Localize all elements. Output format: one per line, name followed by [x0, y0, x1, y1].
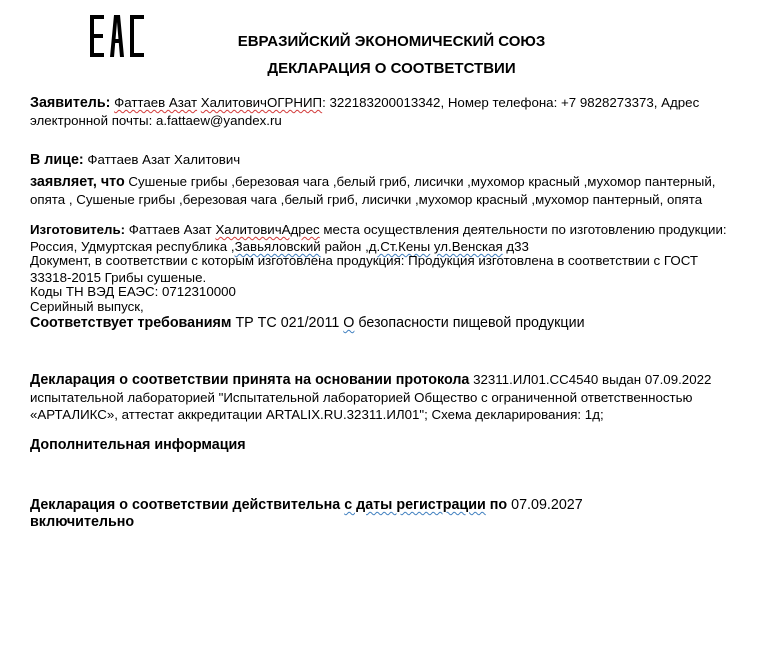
applicant-block: [30, 94, 730, 129]
validity-label: Декларация о соответствии действительна: [30, 497, 345, 513]
validity-from-registration: с даты регистрации: [344, 497, 486, 513]
complies-letter: О: [343, 315, 355, 331]
manufacturer-text1: места осуществления деятельности по изготовлению продукции: Россия, Удмуртская республика ,: [30, 222, 727, 254]
declares-text: Сушеные грибы ,березовая чага ,белый гриб, лисички ,мухомор красный ,мухомор пантерный, опята , Сушеные грибы ,березовая чага ,белый гриб, лисички ,мухомор красный ,мухомор пантерный, опята: [30, 174, 716, 207]
person-block: [30, 151, 730, 169]
complies-regulation: ТР ТС 021/2011: [231, 315, 344, 331]
release-block: Серийный выпуск,: [30, 299, 144, 314]
declaration-title: ДЕКЛАРАЦИЯ О СООТВЕТСТВИИ: [267, 60, 516, 77]
basis-label: Декларация о соответствии принята на основании протокола: [30, 372, 470, 388]
manufacturer-text4: д33: [502, 239, 529, 254]
validity-block: [30, 497, 730, 531]
complies-block: [30, 315, 730, 332]
manufacturer-block: [30, 221, 730, 255]
declares-block: [30, 173, 730, 208]
manufacturer-village: д.Ст.Кены: [368, 239, 431, 254]
applicant-label: Заявитель:: [30, 95, 111, 111]
basis-text: 32311.ИЛ01.СС4540 выдан 07.09.2022 испытательной лабораторией "Испытательной лабораторией Общество с ограниченной ответственностью «АРТАЛИКС», аттестат аккредитации ARTALIX.RU.32311.ИЛ01"; Схема декларирования: 1д;: [30, 372, 712, 422]
applicant-details: : 322183200013342, Номер телефона: +7 9828273373, Адрес электронной почты: a.fattaew@yandex.ru: [30, 95, 700, 128]
document-block: Документ, в соответствии с которым изготовлена продукция: Продукция изготовлена в соответствии с ГОСТ 33318-2015 Грибы сушеные.: [30, 253, 698, 285]
applicant-name-ogrnip: ХалитовичОГРНИП: [200, 95, 323, 110]
manufacturer-street: ул.Венская: [433, 239, 503, 254]
manufacturer-text2: район ,: [320, 239, 369, 254]
manufacturer-name-address: ХалитовичАдрес: [215, 222, 320, 237]
union-title: ЕВРАЗИЙСКИЙ ЭКОНОМИЧЕСКИЙ СОЮЗ: [237, 33, 546, 50]
codes-block: Коды ТН ВЭД ЕАЭС: 0712310000: [30, 284, 236, 299]
validity-date: 07.09.2027: [507, 497, 583, 513]
applicant-name: Фаттаев Азат: [114, 95, 198, 110]
additional-info-label: Дополнительная информация: [30, 437, 246, 453]
person-name: Фаттаев Азат Халитович: [87, 152, 241, 167]
validity-until-label: по: [485, 497, 508, 513]
complies-label: Соответствует требованиям: [30, 315, 232, 331]
manufacturer-label: Изготовитель:: [30, 222, 126, 237]
complies-text: безопасности пищевой продукции: [354, 315, 585, 331]
validity-inclusive: включительно: [30, 514, 135, 530]
person-label: В лице:: [30, 152, 84, 168]
manufacturer-district: Завьяловский: [234, 239, 321, 254]
basis-block: [30, 371, 730, 423]
manufacturer-name: Фаттаев Азат: [125, 222, 216, 237]
declares-label: заявляет, что: [30, 174, 125, 190]
